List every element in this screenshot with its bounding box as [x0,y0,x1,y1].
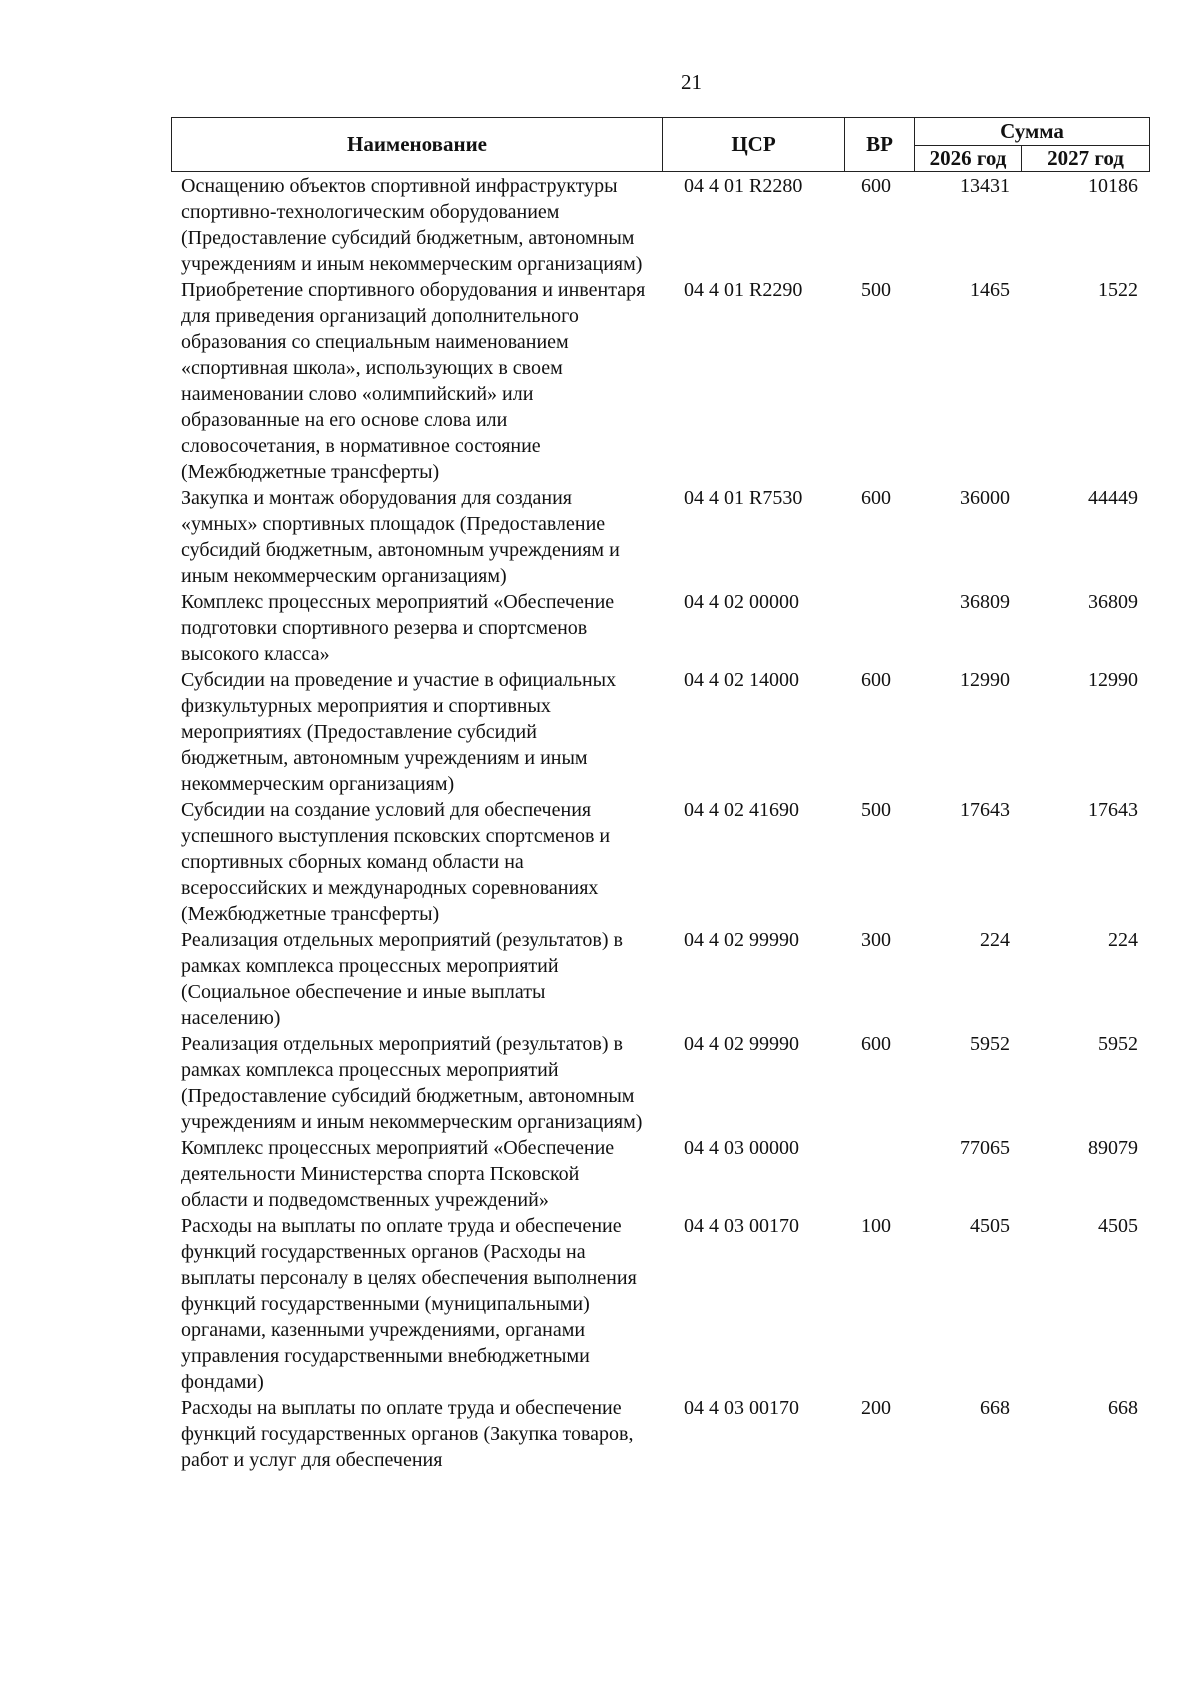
row-csr: 04 4 02 14000 [684,669,799,691]
row-csr: 04 4 03 00170 [684,1215,799,1237]
table-row [171,1135,1150,1213]
table-row [171,589,1150,667]
table-body [171,173,1150,1473]
header-name: Наименование [172,118,663,171]
row-sum-2027: 17643 [1088,799,1138,821]
table-row [171,277,1150,485]
row-sum-2027: 10186 [1088,175,1138,197]
row-sum-2027: 1522 [1098,279,1138,301]
table-row [171,1213,1150,1395]
row-sum-2027: 224 [1108,929,1138,951]
row-sum-2026: 4505 [970,1215,1010,1237]
row-sum-2027: 89079 [1088,1137,1138,1159]
row-sum-2027: 5952 [1098,1033,1138,1055]
row-vr: 600 [861,669,891,691]
row-sum-2027: 668 [1108,1397,1138,1419]
row-name: Расходы на выплаты по оплате труда и обеспечение функций государственных органов (Расходы на выплаты персоналу в целях обеспечения выполнения функций государственными (муниципальными) органами, казенными учреждениями, органами управления государственными внебюджетными фондами) [181,1215,637,1393]
page-number: 21 [681,70,702,94]
row-sum-2026: 36000 [960,487,1010,509]
row-sum-2026: 5952 [970,1033,1010,1055]
table-row [171,1395,1150,1473]
row-vr: 600 [861,175,891,197]
row-sum-2026: 36809 [960,591,1010,613]
row-vr: 100 [861,1215,891,1237]
row-vr: 600 [861,1033,891,1055]
row-sum-2026: 668 [980,1397,1010,1419]
row-csr: 04 4 02 99990 [684,929,799,951]
row-name: Закупка и монтаж оборудования для создания «умных» спортивных площадок (Предоставление субсидий бюджетным, автономным учреждениям и иным некоммерческим организациям) [181,487,620,587]
row-sum-2026: 77065 [960,1137,1010,1159]
table-row [171,1031,1150,1135]
table-row [171,797,1150,927]
row-sum-2026: 13431 [960,175,1010,197]
header-year-2027: 2027 год [1047,146,1124,170]
row-vr: 500 [861,799,891,821]
row-csr: 04 4 02 99990 [684,1033,799,1055]
table-header [171,117,1150,172]
table-row [171,485,1150,589]
row-vr: 500 [861,279,891,301]
row-sum-2027: 36809 [1088,591,1138,613]
table-row [171,927,1150,1031]
row-sum-2027: 4505 [1098,1215,1138,1237]
row-name: Комплекс процессных мероприятий «Обеспечение деятельности Министерства спорта Псковской области и подведомственных учреждений» [181,1137,615,1211]
header-sum: Сумма [915,118,1149,146]
row-sum-2026: 12990 [960,669,1010,691]
row-vr: 200 [861,1397,891,1419]
table-row [171,667,1150,797]
header-year-2026: 2026 год [915,146,1022,171]
row-name: Субсидии на создание условий для обеспечения успешного выступления псковских спортсменов и спортивных сборных команд области на всероссийских и международных соревнованиях (Межбюджетные трансферты) [181,799,611,925]
table-row [171,173,1150,277]
row-name: Реализация отдельных мероприятий (результатов) в рамках комплекса процессных мероприятий (Социальное обеспечение и иные выплаты населению) [181,929,623,1029]
row-sum-2026: 17643 [960,799,1010,821]
row-sum-2026: 224 [980,929,1010,951]
row-name: Реализация отдельных мероприятий (результатов) в рамках комплекса процессных мероприятий (Предоставление субсидий бюджетным, автономным учреждениям и иным некоммерческим организациям) [181,1033,643,1133]
row-name: Расходы на выплаты по оплате труда и обеспечение функций государственных органов (Закупка товаров, работ и услуг для обеспечения [181,1397,634,1471]
row-name: Приобретение спортивного оборудования и инвентаря для приведения организаций дополнительного образования со специальным наименованием «спортивная школа», использующих в своем наименовании слово «олимпийский» или образованные на его основе слова или словосочетания, в нормативное состояние (Межбюджетные трансферты) [181,279,646,483]
row-name: Оснащению объектов спортивной инфраструктуры спортивно-технологическим оборудованием (Предоставление субсидий бюджетным, автономным учреждениям и иным некоммерческим организациям) [181,175,643,275]
row-name: Субсидии на проведение и участие в официальных физкультурных мероприятия и спортивных мероприятиях (Предоставление субсидий бюджетным, автономным учреждениям и иным некоммерческим организациям) [181,669,617,795]
header-csr: ЦСР [663,118,845,171]
row-sum-2027: 44449 [1088,487,1138,509]
row-csr: 04 4 01 R2290 [684,279,803,301]
row-csr: 04 4 02 41690 [684,799,799,821]
row-csr: 04 4 01 R2280 [684,175,803,197]
row-csr: 04 4 02 00000 [684,591,799,613]
row-vr: 300 [861,929,891,951]
row-csr: 04 4 03 00170 [684,1397,799,1419]
row-vr: 600 [861,487,891,509]
row-name: Комплекс процессных мероприятий «Обеспечение подготовки спортивного резерва и спортсменов высокого класса» [181,591,615,665]
row-csr: 04 4 01 R7530 [684,487,803,509]
header-vr: ВР [845,118,915,171]
row-csr: 04 4 03 00000 [684,1137,799,1159]
row-sum-2026: 1465 [970,279,1010,301]
row-sum-2027: 12990 [1088,669,1138,691]
